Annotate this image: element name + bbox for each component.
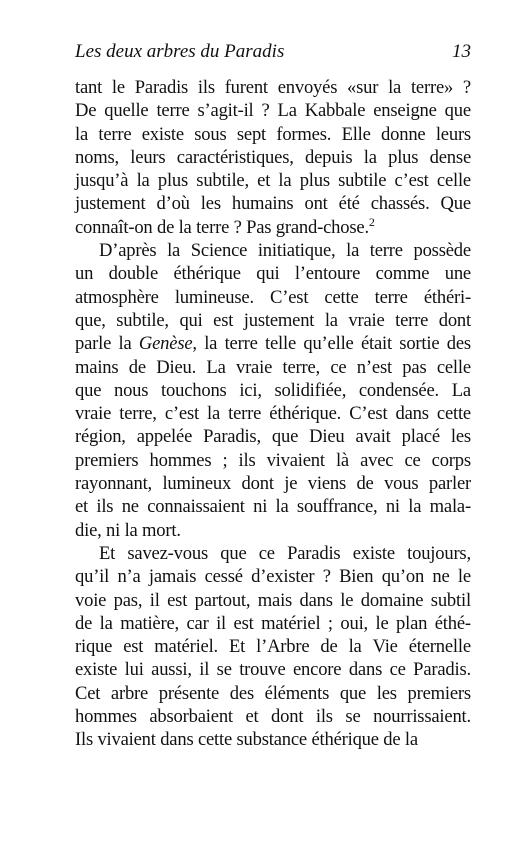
- word: ce: [404, 449, 421, 471]
- word: atmosphère: [75, 286, 159, 308]
- word: Bien: [339, 566, 374, 588]
- page-number: 13: [452, 41, 471, 62]
- word: oui,: [340, 612, 368, 634]
- word: est: [123, 636, 144, 658]
- word: connaissaient: [147, 496, 245, 518]
- word: d’où: [156, 193, 190, 215]
- running-head: [75, 40, 471, 70]
- word: le: [340, 589, 354, 611]
- word: existe: [141, 123, 184, 145]
- word: existe: [75, 659, 118, 681]
- word: existe: [352, 542, 395, 564]
- word: et: [75, 496, 89, 518]
- word: de: [128, 356, 146, 378]
- word: partout,: [194, 589, 251, 611]
- text-line: [75, 542, 471, 565]
- paragraph: [75, 239, 471, 542]
- word: dont: [438, 309, 471, 331]
- word: terre: [196, 216, 230, 238]
- word: trouve: [239, 659, 286, 681]
- word: pas,: [113, 589, 143, 611]
- running-head-title: Les deux arbres du Paradis: [75, 41, 285, 62]
- word: ?: [322, 566, 331, 588]
- word: ils: [197, 77, 215, 98]
- word: subtile,: [116, 309, 169, 331]
- word: que,: [75, 309, 106, 331]
- word: d’exister: [251, 566, 315, 588]
- text-line: [75, 286, 471, 309]
- word: touchons: [161, 379, 227, 401]
- word: Paradis: [134, 77, 189, 98]
- word: la: [324, 309, 338, 331]
- word: la: [278, 170, 292, 192]
- word: justement: [75, 193, 146, 215]
- word: vivaient: [97, 729, 156, 751]
- word: dense: [429, 146, 471, 168]
- word: de: [383, 729, 401, 751]
- word: ce: [330, 356, 347, 378]
- word: terre: [98, 123, 132, 145]
- word: de: [156, 216, 175, 238]
- word: cette: [324, 286, 359, 308]
- word: toujours,: [407, 542, 471, 564]
- word: Science: [190, 240, 248, 262]
- word: éthérique: [173, 263, 241, 285]
- word: sortie: [399, 333, 440, 355]
- word: dans: [160, 729, 194, 751]
- word: la: [167, 240, 181, 262]
- word: donne: [381, 123, 426, 145]
- word: vraie: [75, 403, 112, 425]
- word: était: [360, 333, 392, 355]
- word: dont: [241, 473, 274, 495]
- word: avait: [355, 426, 391, 448]
- word: il: [199, 659, 210, 681]
- word: comme: [375, 263, 430, 285]
- text-line: [75, 332, 471, 355]
- word: ni: [253, 496, 268, 518]
- word: De: [75, 100, 97, 122]
- word: Dieu: [309, 426, 345, 448]
- word: la: [99, 612, 113, 634]
- word: terre: [156, 100, 190, 122]
- word: ;: [222, 449, 228, 471]
- word: la: [207, 403, 221, 425]
- word: car: [186, 612, 209, 634]
- word: Genèse,: [138, 333, 197, 355]
- word: humains: [231, 193, 294, 215]
- word: plus: [388, 146, 419, 168]
- word: c’est: [394, 170, 429, 192]
- word: la: [348, 636, 362, 658]
- text-line: [75, 402, 471, 425]
- word: hommes: [75, 706, 137, 728]
- word: appelée: [136, 426, 193, 448]
- word: die,: [75, 519, 102, 541]
- text-line: [75, 379, 471, 402]
- word: Cet: [75, 682, 101, 704]
- word: D’après: [99, 240, 157, 262]
- text-line: [75, 612, 471, 635]
- word: terre»: [410, 77, 454, 98]
- word: ce: [389, 659, 406, 681]
- word: domaine: [360, 589, 424, 611]
- text-line: [75, 635, 471, 658]
- word: dans: [395, 403, 429, 425]
- word: nourrissaient.: [373, 706, 471, 728]
- word: ils: [96, 496, 114, 518]
- word: éthérique.: [269, 403, 342, 425]
- word: est: [167, 589, 188, 611]
- word: Ils: [75, 729, 93, 751]
- word: connaît-on: [75, 216, 153, 238]
- word: jusqu’à: [75, 170, 129, 192]
- word: terre: [395, 309, 429, 331]
- body-text: [75, 76, 471, 752]
- word: parler: [428, 473, 471, 495]
- word: le: [457, 566, 471, 588]
- word: mains: [75, 356, 119, 378]
- word: mort.: [142, 519, 181, 541]
- word: ils: [315, 706, 333, 728]
- word: que: [271, 426, 299, 448]
- word: de: [320, 636, 338, 658]
- word: la: [346, 240, 360, 262]
- word: ;: [327, 612, 333, 634]
- word: éléments: [264, 682, 330, 704]
- word: avec: [360, 449, 394, 471]
- word: la: [75, 123, 89, 145]
- word: Dieu.: [156, 356, 197, 378]
- text-line: [75, 309, 471, 332]
- word: plan: [396, 612, 428, 634]
- word: enseigne: [373, 100, 437, 122]
- word: jamais: [148, 566, 197, 588]
- word: ?: [462, 77, 471, 98]
- word: Paradis.: [413, 659, 471, 681]
- word: justement: [243, 309, 315, 331]
- word: la: [124, 519, 138, 541]
- word: la: [388, 77, 402, 98]
- word: là: [335, 449, 349, 471]
- word: placé: [401, 426, 440, 448]
- word: caractéristiques,: [176, 146, 294, 168]
- text-line: [75, 449, 471, 472]
- word: substance: [236, 729, 307, 751]
- word: s’agit-il: [197, 100, 254, 122]
- word: Paradis,: [203, 426, 261, 448]
- word: solidifiée,: [274, 379, 347, 401]
- word: Kabbale: [304, 100, 366, 122]
- word: ne: [121, 496, 139, 518]
- word: aussi,: [151, 659, 192, 681]
- word: possède: [413, 240, 471, 262]
- word: que: [220, 542, 247, 564]
- text-line: [75, 262, 471, 285]
- word: chassés.: [370, 193, 430, 215]
- word: la: [178, 216, 192, 238]
- word: Et: [229, 636, 246, 658]
- word: cette: [197, 729, 233, 751]
- word: ne: [432, 566, 450, 588]
- word: formes.: [276, 123, 332, 145]
- word: les: [200, 193, 221, 215]
- word: ce: [258, 542, 275, 564]
- book-page: [75, 40, 471, 752]
- word: c’est: [164, 403, 199, 425]
- word: premiers: [75, 449, 139, 471]
- word: leurs: [435, 123, 471, 145]
- word: viens: [307, 473, 346, 495]
- word: envoyés: [277, 77, 338, 98]
- text-line: [75, 658, 471, 681]
- footnote-mark: 2: [368, 214, 375, 229]
- word: la: [275, 496, 289, 518]
- word: savez-vous: [127, 542, 208, 564]
- text-line: [75, 169, 471, 192]
- word: double: [108, 263, 159, 285]
- word: été: [338, 193, 360, 215]
- text-line: [75, 472, 471, 495]
- word: qu’il: [75, 566, 110, 588]
- word: lumineux: [162, 473, 232, 495]
- word: corps: [431, 449, 471, 471]
- word: Paradis: [287, 542, 341, 564]
- word: dans: [348, 659, 383, 681]
- word: La: [277, 100, 297, 122]
- word: qui: [179, 309, 203, 331]
- word: région,: [75, 426, 126, 448]
- word: une: [444, 263, 471, 285]
- word: matériel: [261, 612, 321, 634]
- word: n’est: [356, 356, 392, 378]
- word: tant: [75, 77, 103, 98]
- word: ?: [261, 100, 270, 122]
- word: la: [136, 170, 150, 192]
- word: ni: [106, 519, 121, 541]
- word: est: [233, 612, 254, 634]
- word: Pas: [246, 216, 272, 238]
- text-line: [75, 216, 471, 239]
- word: la: [363, 146, 377, 168]
- word: présente: [158, 682, 220, 704]
- word: voie: [75, 589, 107, 611]
- word: parle: [75, 333, 112, 355]
- word: cessé: [204, 566, 243, 588]
- word: de: [75, 612, 93, 634]
- word: vraie: [235, 356, 273, 378]
- text-line: [75, 356, 471, 379]
- word: rayonnant,: [75, 473, 152, 495]
- word: grand-chose.$^2$: [275, 214, 375, 238]
- word: les: [376, 682, 397, 704]
- word: plus: [157, 170, 189, 192]
- word: vraie: [348, 309, 385, 331]
- word: matière,: [120, 612, 179, 634]
- word: terre: [374, 286, 408, 308]
- text-line: [75, 519, 471, 542]
- word: Elle: [341, 123, 371, 145]
- word: mais: [257, 589, 293, 611]
- word: la: [204, 333, 218, 355]
- word: des: [446, 333, 471, 355]
- word: et: [245, 706, 259, 728]
- word: les: [450, 426, 471, 448]
- word: éthérique: [311, 729, 379, 751]
- text-line: [75, 682, 471, 705]
- word: encore: [293, 659, 342, 681]
- paragraph: [75, 76, 471, 239]
- word: des: [229, 682, 254, 704]
- word: pas: [402, 356, 427, 378]
- word: qu’elle: [303, 333, 354, 355]
- word: il: [216, 612, 227, 634]
- word: premiers: [407, 682, 471, 704]
- word: de: [356, 473, 374, 495]
- word: l’Arbre: [256, 636, 310, 658]
- word: matériel.: [154, 636, 219, 658]
- word: que: [339, 682, 367, 704]
- word: qui: [256, 263, 280, 285]
- text-line: [75, 192, 471, 215]
- word: je: [284, 473, 298, 495]
- word: celle: [436, 356, 471, 378]
- word: nous: [113, 379, 149, 401]
- word: La: [206, 356, 226, 378]
- word: ici,: [239, 379, 262, 401]
- word: que: [75, 379, 102, 401]
- word: plus: [299, 170, 330, 192]
- word: le: [111, 77, 125, 98]
- word: furent: [224, 77, 268, 98]
- word: «sur: [347, 77, 379, 98]
- word: éternelle: [408, 636, 471, 658]
- word: terre,: [282, 356, 320, 378]
- word: depuis: [305, 146, 353, 168]
- word: ont: [304, 193, 328, 215]
- word: souffrance,: [296, 496, 378, 518]
- text-line: [75, 565, 471, 588]
- word: absorbaient: [149, 706, 233, 728]
- word: sept: [236, 123, 267, 145]
- word: l’entoure: [294, 263, 361, 285]
- text-line: [75, 146, 471, 169]
- word: noms,: [75, 146, 119, 168]
- word: La: [451, 379, 471, 401]
- text-line: [75, 239, 471, 262]
- word: C’est: [270, 286, 309, 308]
- word: quelle: [104, 100, 149, 122]
- text-line: [75, 495, 471, 518]
- word: terre: [224, 333, 258, 355]
- word: terre: [228, 403, 262, 425]
- word: dans: [299, 589, 333, 611]
- word: ils: [238, 449, 256, 471]
- text-line: [75, 728, 471, 751]
- word: il: [149, 589, 160, 611]
- word: dont: [271, 706, 304, 728]
- text-line: [75, 123, 471, 146]
- word: la: [404, 729, 418, 751]
- word: subtile: [338, 170, 387, 192]
- word: se: [216, 659, 232, 681]
- word: la: [118, 333, 132, 355]
- word: vous: [384, 473, 419, 495]
- word: leurs: [130, 146, 166, 168]
- word: subtile,: [196, 170, 249, 192]
- word: se: [345, 706, 361, 728]
- word: que: [444, 100, 471, 122]
- word: la: [408, 496, 422, 518]
- word: et: [257, 170, 271, 192]
- text-line: [75, 99, 471, 122]
- word: lui: [124, 659, 144, 681]
- word: éthéri-: [423, 286, 471, 308]
- word: terre,: [119, 403, 157, 425]
- word: lumineuse.: [174, 286, 254, 308]
- word: le: [375, 612, 389, 634]
- word: vivaient: [266, 449, 325, 471]
- word: Vie: [372, 636, 398, 658]
- word: sous: [194, 123, 227, 145]
- text-line: [75, 76, 471, 99]
- word: terre: [369, 240, 403, 262]
- word: condensée.: [358, 379, 439, 401]
- word: celle: [436, 170, 471, 192]
- word: subtil: [430, 589, 471, 611]
- word: éthé-: [434, 612, 471, 634]
- word: hommes: [149, 449, 212, 471]
- word: n’a: [117, 566, 141, 588]
- word: rique: [75, 636, 113, 658]
- word: qu’on: [381, 566, 425, 588]
- word: mala-: [429, 496, 471, 518]
- text-line: [75, 589, 471, 612]
- paragraph: [75, 542, 471, 752]
- word: ?: [233, 216, 242, 238]
- word: Et: [99, 542, 116, 564]
- word: arbre: [110, 682, 149, 704]
- text-line: [75, 705, 471, 728]
- word: ni: [385, 496, 400, 518]
- word: cette: [436, 403, 471, 425]
- text-line: [75, 425, 471, 448]
- word: telle: [265, 333, 297, 355]
- word: C’est: [349, 403, 388, 425]
- word: est: [213, 309, 234, 331]
- word: Que: [440, 193, 471, 215]
- word: un: [75, 263, 94, 285]
- word: initiatique,: [257, 240, 336, 262]
